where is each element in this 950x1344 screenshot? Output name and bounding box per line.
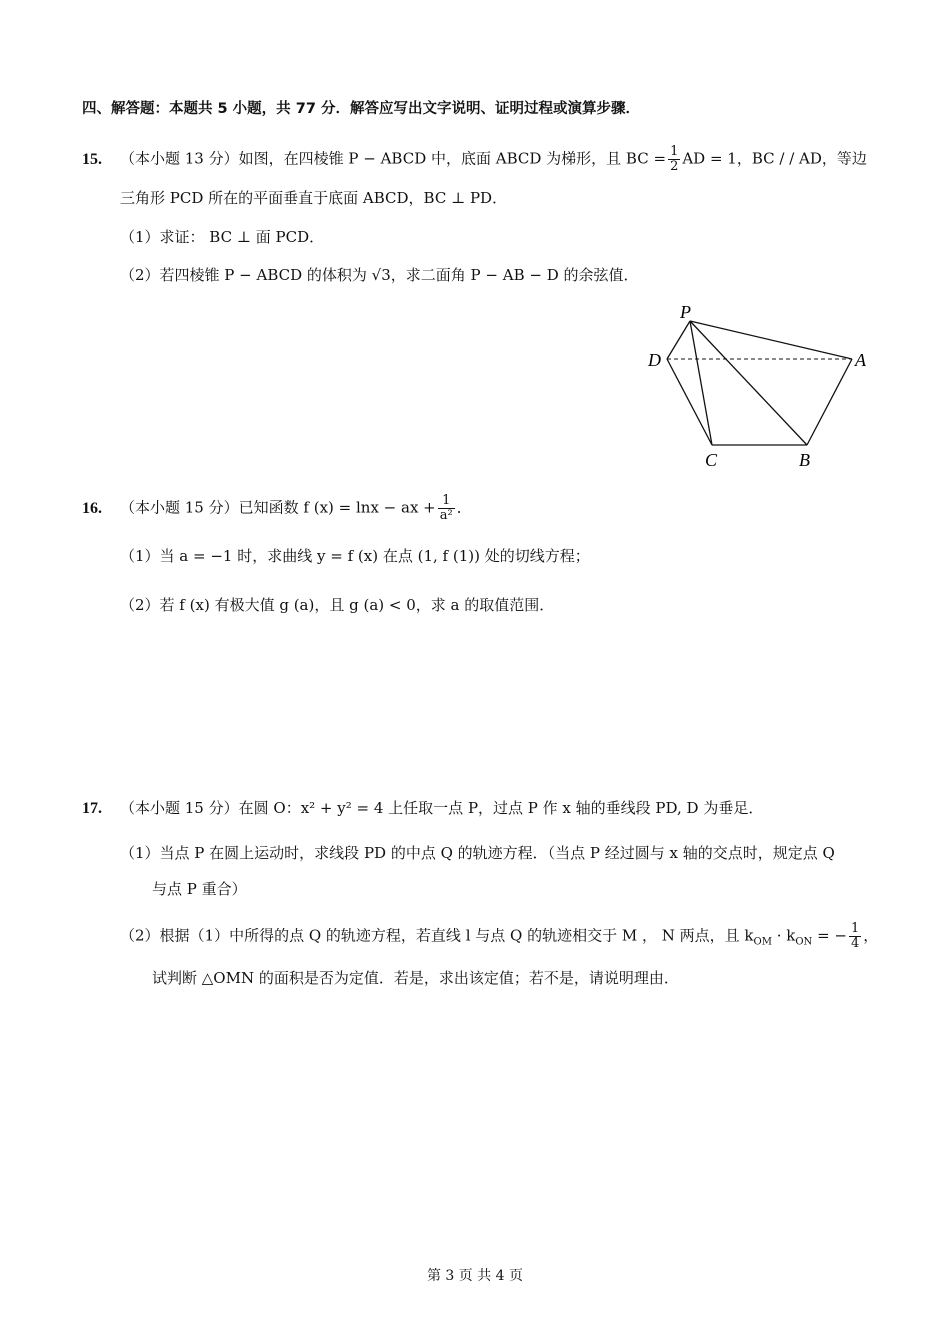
q16-text-b: ．: [456, 498, 472, 517]
section-heading: 四、解答题：本题共 5 小题，共 77 分．解答应写出文字说明、证明过程或演算步骤．: [82, 101, 640, 117]
q16-frac-num: 1: [438, 494, 455, 509]
label-p: P: [680, 302, 691, 322]
q15-line1: [82, 145, 867, 174]
label-b: B: [799, 450, 810, 470]
q15-part2: （2）若四棱锥 P − ABCD 的体积为 √3，求二面角 P − AB − D 的余弦值．: [120, 266, 639, 284]
q16-part1: （1）当 a = −1 时，求曲线 y = f (x) 在点 (1, f (1)) 处的切线方程；: [120, 547, 590, 565]
q17-frac-den: 4: [851, 936, 860, 951]
q15-number: 15.: [82, 150, 102, 168]
label-c: C: [705, 450, 718, 470]
edge-pc: [690, 321, 712, 445]
q17-part2-a: [120, 922, 878, 954]
q17-text: （本小题 15 分）在圆 O：x² + y² = 4 上任取一点 P，过点 P 作 x 轴的垂线段 PD, D 为垂足．: [120, 799, 764, 817]
q16-line1: [82, 494, 472, 523]
q17-end: ，: [863, 926, 879, 945]
q15-part1: （1）求证： BC ⊥ 面 PCD．: [120, 228, 325, 246]
q17-number: 17.: [82, 800, 102, 817]
pyramid-figure: [640, 300, 880, 475]
q17-sub-on: ON: [795, 936, 813, 948]
edge-pd: [667, 321, 690, 359]
page-footer: 第 3 页 共 4 页: [426, 1268, 524, 1284]
q16-fraction: [438, 494, 455, 523]
q17-sub-om: OM: [753, 936, 772, 948]
q17-frac-num: 1: [851, 921, 860, 936]
q15-text-b: AD = 1，BC / / AD，等边: [682, 149, 867, 168]
q15-frac-num: 1: [670, 144, 679, 159]
q15-frac-den: 2: [670, 159, 679, 174]
q17-part2-text: （2）根据（1）中所得的点 Q 的轨迹方程，若直线 l 与点 Q 的轨迹相交于 M ， N 两点，且 k: [120, 926, 754, 945]
q15-line2: 三角形 PCD 所在的平面垂直于底面 ABCD，BC ⊥ PD．: [120, 189, 508, 207]
edge-ba: [807, 359, 852, 445]
q16-number: 16.: [82, 499, 102, 517]
q17-part1-b: 与点 P 重合）: [152, 880, 247, 898]
q17-part1-a: （1）当点 P 在圆上运动时，求线段 PD 的中点 Q 的轨迹方程．（当点 P 经过圆与 x 轴的交点时，规定点 Q: [120, 844, 835, 862]
q16-part2: （2）若 f (x) 有极大值 g (a)，且 g (a) < 0，求 a 的取值范围．: [120, 596, 555, 614]
q17-eq: = −: [812, 926, 847, 945]
q17-dot: · k: [771, 926, 796, 945]
q17-line1: [82, 797, 763, 820]
q15-text-a: （本小题 13 分）如图，在四棱锥 P − ABCD 中，底面 ABCD 为梯形，且 BC =: [120, 149, 667, 168]
q16-frac-den: a²: [439, 508, 453, 523]
q16-text-a: （本小题 15 分）已知函数 f (x) = lnx − ax +: [120, 498, 436, 517]
q17-part2-b: 试判断 △OMN 的面积是否为定值．若是，求出该定值；若不是，请说明理由．: [152, 969, 679, 987]
q15-fraction: [668, 145, 680, 174]
edge-pb: [690, 321, 807, 445]
edge-dc: [667, 359, 712, 445]
q17-fraction: [849, 922, 861, 951]
edge-pa: [690, 321, 852, 359]
label-a: A: [855, 350, 866, 370]
label-d: D: [648, 350, 661, 370]
